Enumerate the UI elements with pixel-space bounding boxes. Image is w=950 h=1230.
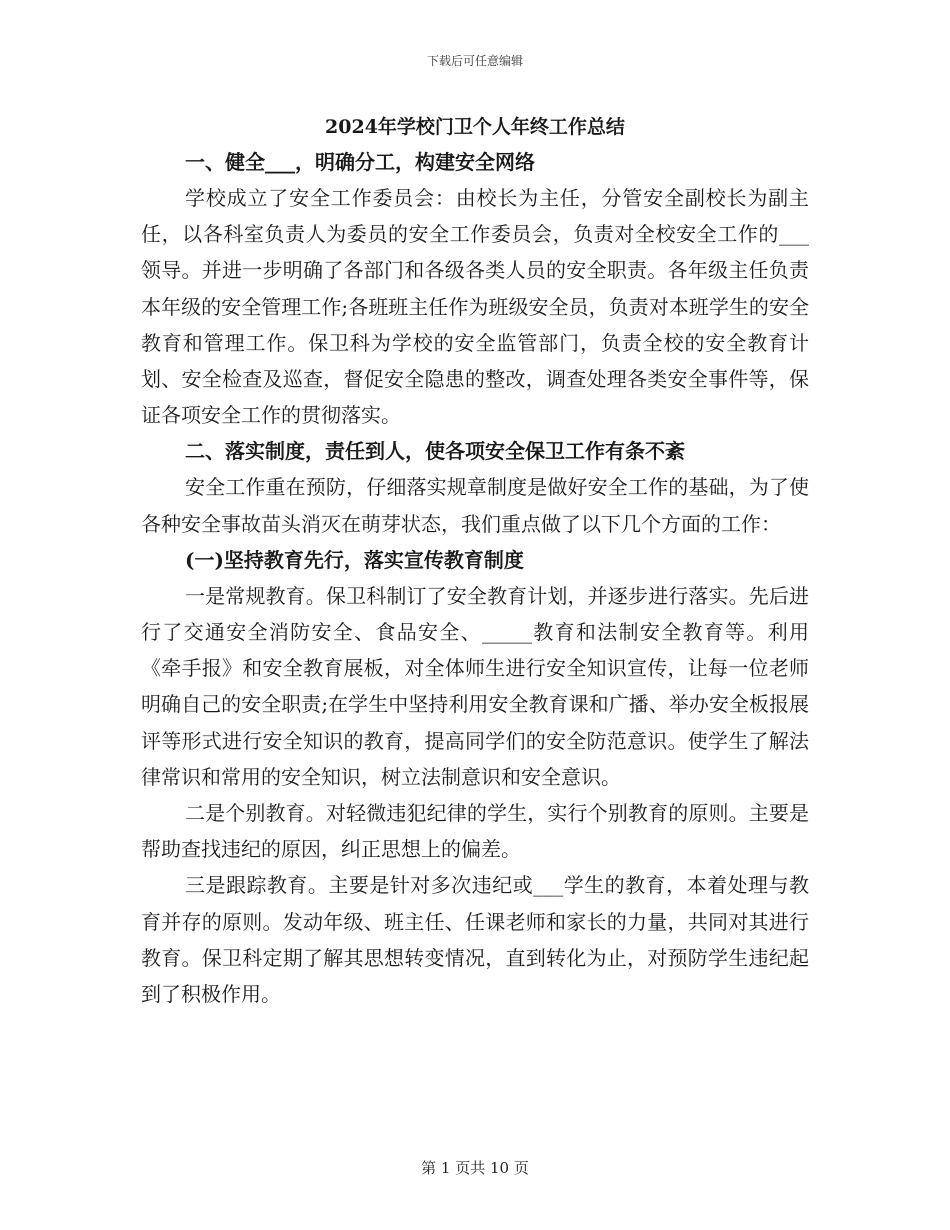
document-title: 2024年学校门卫个人年终工作总结 [325, 116, 625, 138]
page-header-note: 下载后可任意编辑 [426, 54, 523, 68]
paragraph-2: 安全工作重在预防，仔细落实规章制度是做好安全工作的基础，为了使各种安全事故苗头消灭在萌芽状态，我们重点做了以下几个方面的工作： [141, 475, 809, 536]
paragraph-5: 三是跟踪教育。主要是针对多次违纪或___学生的教育，本着处理与教育并存的原则。发动年级、班主任、任课老师和家长的力量，共同对其进行教育。保卫科定期了解其思想转变情况，直到转化为止，对预防学生违纪起到了积极作用。 [141, 873, 809, 1007]
page-number-footer: 第 1 页共 10 页 [421, 1159, 529, 1177]
subsection-heading-1: (一)坚持教育先行，落实宣传教育制度 [185, 547, 524, 572]
section-heading-2: 二、落实制度，责任到人，使各项安全保卫工作有条不紊 [185, 439, 685, 464]
document-body [141, 112, 809, 1012]
section-heading-1: 一、健全___，明确分工，构建安全网络 [185, 150, 535, 174]
paragraph-4: 二是个别教育。对轻微违犯纪律的学生，实行个别教育的原则。主要是帮助查找违纪的原因，纠正思想上的偏差。 [141, 801, 809, 862]
paragraph-3: 一是常规教育。保卫科制订了安全教育计划，并逐步进行落实。先后进行了交通安全消防安全、食品安全、_____教育和法制安全教育等。利用《牵手报》和安全教育展板，对全体师生进行安全知识宣传，让每一位老师明确自己的安全职责;在学生中坚持利用安全教育课和广播、举办安全板报展评等形式进行安全知识的教育，提高同学们的安全防范意识。使学生了解法律常识和常用的安全知识，树立法制意识和安全意识。 [141, 583, 809, 789]
paragraph-1: 学校成立了安全工作委员会：由校长为主任，分管安全副校长为副主任，以各科室负责人为委员的安全工作委员会，负责对全校安全工作的___领导。并进一步明确了各部门和各级各类人员的安全职责。各年级主任负责本年级的安全管理工作;各班班主任作为班级安全员，负责对本班学生的安全教育和管理工作。保卫科为学校的安全监管部门，负责全校的安全教育计划、安全检查及巡查，督促安全隐患的整改，调查处理各类安全事件等，保证各项安全工作的贯彻落实。 [141, 186, 809, 428]
